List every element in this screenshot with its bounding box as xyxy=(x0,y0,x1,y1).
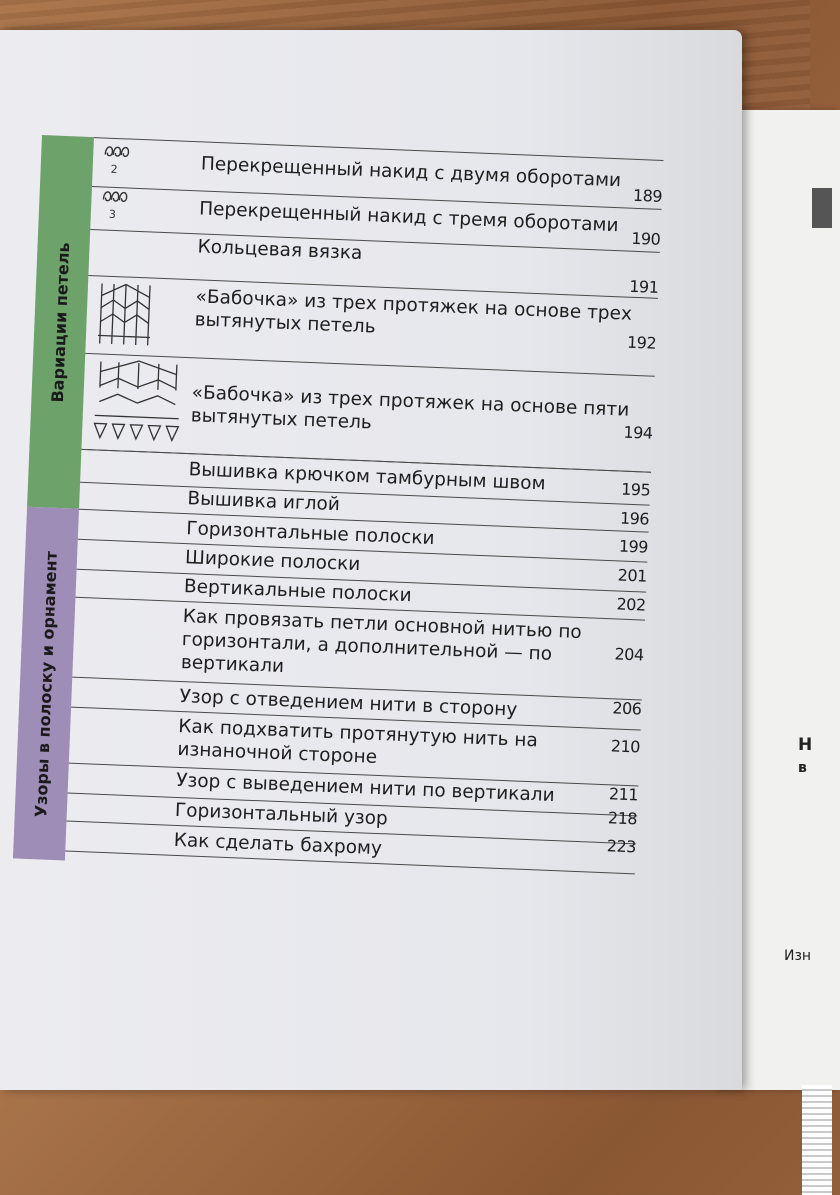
section-tab-label: Узоры в полоску и орнамент xyxy=(31,550,61,818)
toc-entry-title: Узор с выведением нити по вертикали xyxy=(175,769,556,807)
table-of-contents xyxy=(13,135,682,890)
toc-entry-page: 195 xyxy=(620,479,651,500)
toc-entry-page: 196 xyxy=(619,508,650,529)
toc-entry-page: 201 xyxy=(617,565,648,586)
toc-entry-page: 202 xyxy=(616,594,647,615)
toc-entry-page: 190 xyxy=(630,228,661,249)
toc-entry-title: «Бабочка» из трех протяжек на основе пяти вытянутых петель xyxy=(190,382,630,434)
toc-entry-title: Горизонтальный узор xyxy=(174,799,389,830)
toc-entry-title: Перекрещенный накид с тремя оборотами xyxy=(198,198,619,237)
crossed-yarn-over-icon xyxy=(100,142,135,181)
toc-entry-page: 199 xyxy=(618,536,649,557)
toc-entry-page: 210 xyxy=(610,736,641,757)
svg-text:2: 2 xyxy=(110,162,118,177)
toc-entry-title: Перекрещенный накид с двумя оборотами xyxy=(200,153,622,192)
facing-page-tab xyxy=(812,188,832,228)
toc-entry-title: Как провязать петли основной нитью по горизонтали, а дополнительной — по вертикали xyxy=(180,606,583,678)
toc-entry-title: Вышивка иглой xyxy=(187,488,341,516)
toc-entry-title: «Бабочка» из трех протяжек на основе трех вытянутых петель xyxy=(194,286,633,338)
toc-entry-page: 194 xyxy=(623,422,653,443)
toc-entry-title: Вертикальные полоски xyxy=(183,576,412,607)
facing-page-fragment: в xyxy=(798,760,807,776)
butterfly-stitch-diagram-icon xyxy=(93,277,158,355)
toc-entry-page: 206 xyxy=(612,698,642,719)
facing-page-fragment: Изн xyxy=(784,948,812,964)
toc-entry-page: 211 xyxy=(608,784,639,805)
facing-page-chart xyxy=(802,1085,832,1195)
toc-entry-title: Вышивка крючком тамбурным швом xyxy=(188,459,546,495)
toc-entry-title: Широкие полоски xyxy=(184,547,361,576)
toc-entry-page: 192 xyxy=(626,332,657,353)
toc-entry-page: 189 xyxy=(632,185,663,206)
toc-entry-title: Как сделать бахрому xyxy=(173,829,383,860)
toc-entry-page: 218 xyxy=(607,808,638,829)
toc-entry-title: Узор с отведением нити в сторону xyxy=(179,685,518,721)
toc-entry-title: Горизонтальные полоски xyxy=(185,518,435,550)
toc-entry-page: 191 xyxy=(628,276,659,297)
toc-entry-page: 204 xyxy=(614,644,644,665)
book-page xyxy=(0,30,742,1090)
svg-text:3: 3 xyxy=(108,207,117,222)
toc-entry-title: Кольцевая вязка xyxy=(197,236,363,264)
section-tab-label: Вариации петель xyxy=(47,241,74,403)
butterfly-stitch-diagram-icon xyxy=(89,357,185,453)
crossed-yarn-over-icon xyxy=(98,187,133,226)
facing-page-fragment: Н xyxy=(798,735,813,755)
toc-entry-page: 223 xyxy=(606,836,637,857)
toc-entry-title: Как подхватить протянутую нить на изнаночной стороне xyxy=(177,715,539,768)
